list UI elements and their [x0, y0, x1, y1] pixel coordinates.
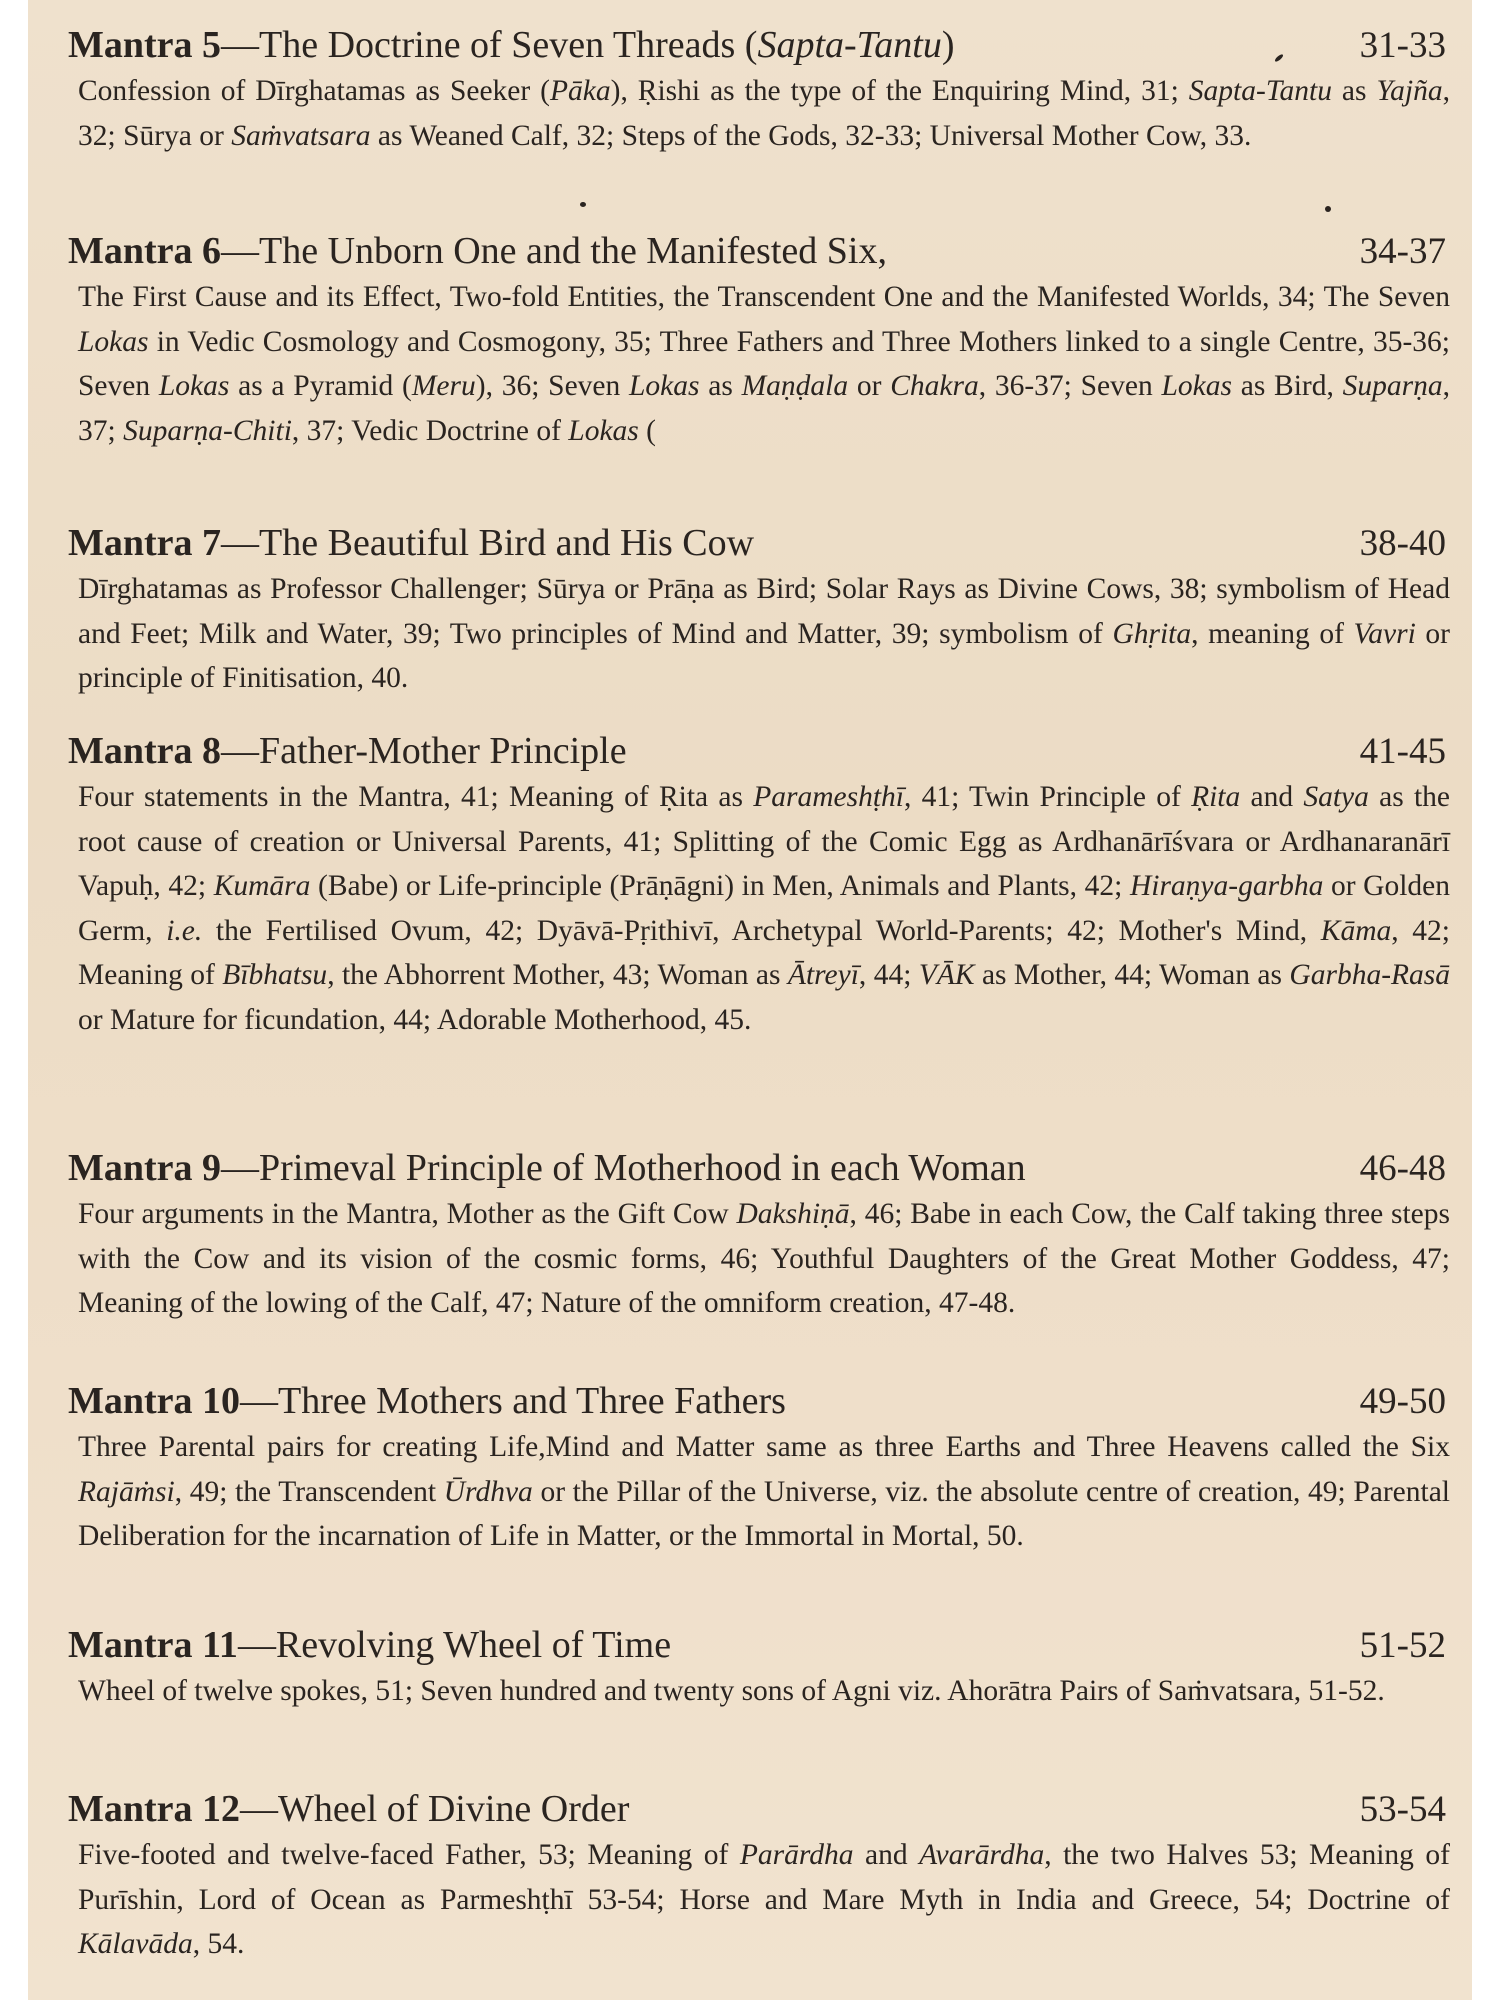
entry-title: Mantra 8—Father-Mother Principle: [68, 730, 627, 772]
page-range: 38-40: [1359, 523, 1446, 564]
entry-title: Mantra 6—The Unborn One and the Manifested Six,: [68, 230, 887, 272]
page-range: 49-50: [1359, 1381, 1446, 1422]
entry-label: Mantra 7: [68, 522, 222, 564]
entry-description: Five-footed and twelve-faced Father, 53; Meaning of Parārdha and Avarārdha, the two Halves 53; Meaning of Purīshin, Lord of Ocean as Parmeshṭhī 53-54; Horse and Mare Myth in India and Greece, 54; Doctrine of Kālavāda, 54.: [78, 1839, 1450, 1960]
entry-label: Mantra 10: [68, 1380, 241, 1422]
entry-label: Mantra 8: [68, 730, 222, 772]
toc-entry-mantra-11: [68, 1622, 1450, 1714]
entry-description: Wheel of twelve spokes, 51; Seven hundred and twenty sons of Agni viz. Ahorātra Pairs of Saṁvatsara, 51-52.: [78, 1675, 1385, 1707]
entry-heading: [68, 1622, 1450, 1669]
entry-heading: [68, 520, 1450, 567]
toc-entry-mantra-7: [68, 520, 1450, 701]
entry-description: Dīrghatamas as Professor Challenger; Sūrya or Prāṇa as Bird; Solar Rays as Divine Cows, 38; symbolism of Head and Feet; Milk and Water, 39; Two principles of Mind and Matter, 39; symbolism of Ghṛita, meaning of Vavri or principle of Finitisation, 40.: [78, 573, 1451, 694]
ink-speck: [1325, 206, 1331, 212]
entry-label: Mantra 11: [68, 1624, 238, 1666]
page-range: 53-54: [1359, 1789, 1446, 1830]
entry-title: Mantra 5—The Doctrine of Seven Threads (Sapta-Tantu): [68, 24, 955, 66]
entry-label: Mantra 12: [68, 1788, 241, 1830]
toc-entry-mantra-8: [68, 728, 1450, 1042]
entry-title: Mantra 11—Revolving Wheel of Time: [68, 1624, 672, 1666]
entry-title: Mantra 9—Primeval Principle of Motherhood in each Woman: [68, 1147, 1026, 1189]
entry-title: Mantra 12—Wheel of Divine Order: [68, 1788, 630, 1830]
entry-heading: [68, 1786, 1450, 1833]
page-range: 51-52: [1359, 1625, 1446, 1666]
entry-label: Mantra 5: [68, 24, 222, 66]
entry-description: Three Parental pairs for creating Life,Mind and Matter same as three Earths and Three Heavens called the Six Rajāṁsi, 49; the Transcendent Ūrdhva or the Pillar of the Universe, viz. the absolute centre of creation, 49; Parental Deliberation for the incarnation of Life in Matter, or the Immortal in Mortal, 50.: [78, 1431, 1450, 1552]
toc-entry-mantra-10: [68, 1378, 1450, 1559]
entry-heading: [68, 728, 1450, 775]
entry-title: Mantra 7—The Beautiful Bird and His Cow: [68, 522, 755, 564]
toc-entry-mantra-9: [68, 1145, 1450, 1326]
entry-description: Confession of Dīrghatamas as Seeker (Pāka), Ṛishi as the type of the Enquiring Mind, 31; Sapta-Tantu as Yajña, 32; Sūrya or Saṁvatsara as Weaned Calf, 32; Steps of the Gods, 32-33; Universal Mother Cow, 33.: [78, 75, 1451, 152]
page-range: 34-37: [1359, 231, 1446, 272]
page-range: 41-45: [1359, 731, 1446, 772]
entry-description: The First Cause and its Effect, Two-fold Entities, the Transcendent One and the Manifested Worlds, 34; The Seven Lokas in Vedic Cosmology and Cosmogony, 35; Three Fathers and Three Mothers linked to a single Centre, 35-36; Seven Lokas as a Pyramid (Meru), 36; Seven Lokas as Maṇḍala or Chakra, 36-37; Seven Lokas as Bird, Suparṇa, 37; Suparṇa-Chiti, 37; Vedic Doctrine of Lokas (: [78, 281, 1450, 447]
entry-heading: [68, 1145, 1450, 1192]
page-range: 46-48: [1359, 1148, 1446, 1189]
page-range: 31-33: [1359, 25, 1446, 66]
entry-heading: [68, 228, 1450, 275]
entry-label: Mantra 9: [68, 1147, 222, 1189]
entry-heading: [68, 22, 1450, 69]
entry-label: Mantra 6: [68, 230, 222, 272]
entry-description: Four statements in the Mantra, 41; Meaning of Ṛita as Parameshṭhī, 41; Twin Principle of Ṛita and Satya as the root cause of creation or Universal Parents, 41; Splitting of the Comic Egg as Ardhanārīśvara or Ardhanaranārī Vapuḥ, 42; Kumāra (Babe) or Life-principle (Prāṇāgni) in Men, Animals and Plants, 42; Hiraṇya-garbha or Golden Germ, i.e. the Fertilised Ovum, 42; Dyāvā-Pṛithivī, Archetypal World-Parents; 42; Mother's Mind, Kāma, 42; Meaning of Bībhatsu, the Abhorrent Mother, 43; Woman as Ātreyī, 44; VĀK as Mother, 44; Woman as Garbha-Rasā or Mature for ficundation, 44; Adorable Motherhood, 45.: [78, 781, 1451, 1036]
toc-entry-mantra-12: [68, 1786, 1450, 1967]
toc-entry-mantra-6: [68, 228, 1450, 453]
entry-heading: [68, 1378, 1450, 1425]
book-page: [28, 0, 1472, 2000]
toc-entry-mantra-5: [68, 22, 1450, 158]
ink-speck: [580, 202, 586, 207]
entry-title: Mantra 10—Three Mothers and Three Fathers: [68, 1380, 786, 1422]
entry-description: Four arguments in the Mantra, Mother as the Gift Cow Dakshiṇā, 46; Babe in each Cow, the Calf taking three steps with the Cow and its vision of the cosmic forms, 46; Youthful Daughters of the Great Mother Goddess, 47; Meaning of the lowing of the Calf, 47; Nature of the omniform creation, 47-48.: [78, 1198, 1450, 1319]
